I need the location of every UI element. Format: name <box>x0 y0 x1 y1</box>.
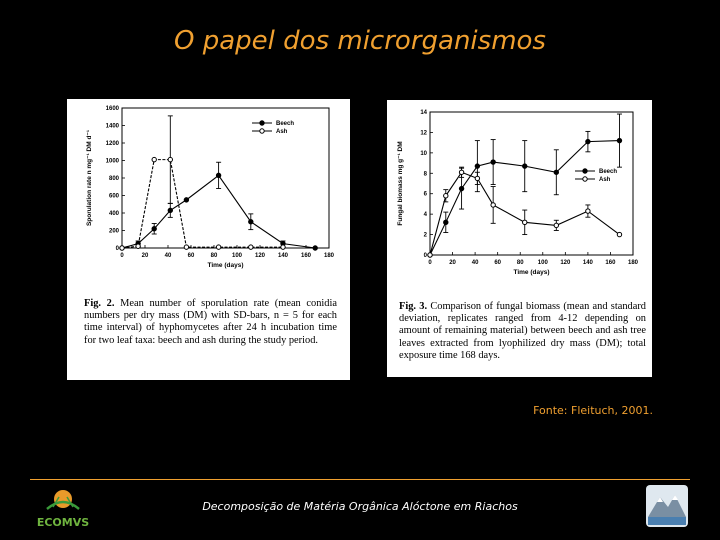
x-tick-label: 180 <box>323 253 335 259</box>
x-tick-label: 80 <box>516 260 524 266</box>
data-point-beech <box>444 220 448 224</box>
footer-text: Decomposição de Matéria Orgânica Alóctone em Riachos <box>202 500 518 513</box>
y-tick-label: 1400 <box>105 123 119 130</box>
y-axis-title: Sporulation rate n mg⁻¹ DM d⁻¹ <box>86 129 93 227</box>
y-tick-label: 200 <box>108 228 119 235</box>
data-point-ash <box>428 253 432 257</box>
x-tick-label: 120 <box>560 260 571 266</box>
x-tick-label: 80 <box>210 253 218 259</box>
data-point-ash <box>184 245 188 249</box>
x-tick-label: 160 <box>605 260 616 266</box>
data-point-beech <box>523 164 527 168</box>
y-tick-label: 12 <box>420 130 427 137</box>
y-tick-label: 4 <box>423 212 427 219</box>
ecomvs-logo-text: ECOMVS <box>36 516 90 529</box>
slide-title: O papel dos microrganismos <box>174 26 546 56</box>
y-tick-label: 2 <box>423 232 427 239</box>
figure-2-panel <box>67 99 350 380</box>
y-tick-label: 800 <box>108 176 119 182</box>
data-point-beech <box>475 164 479 168</box>
y-tick-label: 8 <box>423 171 427 178</box>
figure-3-caption-text: Comparison of fungal biomass (mean and standard deviation, replicates ranged from 4-12 depending on amount of remaining material) between beech and ash tree leaves extracted from lyophilized dry mass (DM); total exposure time 168 days. <box>399 301 646 361</box>
data-point-ash <box>216 245 220 249</box>
data-point-beech <box>313 246 317 250</box>
legend-label-beech: Beech <box>599 169 618 175</box>
y-tick-label: 1600 <box>105 106 119 112</box>
data-point-beech <box>152 227 156 231</box>
data-point-beech <box>617 138 621 142</box>
data-point-ash <box>554 223 558 227</box>
legend-marker-ash <box>260 129 264 133</box>
data-point-ash <box>475 176 479 180</box>
x-tick-label: 60 <box>187 253 195 259</box>
y-tick-label: 0 <box>115 246 119 252</box>
legend-marker-ash <box>583 177 587 181</box>
figure-2-caption <box>84 298 337 347</box>
legend-marker-beech <box>260 121 264 125</box>
x-axis-title: Time (days) <box>207 262 244 269</box>
data-point-beech <box>459 186 463 190</box>
data-point-ash <box>249 245 253 249</box>
data-point-ash <box>617 232 621 236</box>
data-point-ash <box>586 209 590 213</box>
x-tick-label: 20 <box>449 260 456 266</box>
legend-label-ash: Ash <box>599 177 611 183</box>
figure-2-caption-text: Mean number of sporulation rate (mean conidia numbers per dry mass (DM) with SD-bars, n = 5 for each time interval) of hyphomycetes after 24 h incubation time for two leaf taxa: beech and ash during the study period. <box>84 298 337 346</box>
x-tick-label: 160 <box>300 253 312 259</box>
data-point-beech <box>216 173 220 177</box>
x-tick-label: 120 <box>254 253 266 259</box>
x-tick-label: 100 <box>231 253 243 259</box>
x-tick-label: 100 <box>537 260 548 266</box>
data-point-ash <box>152 157 156 161</box>
data-point-beech <box>249 220 253 224</box>
plot-frame <box>430 112 633 255</box>
x-tick-label: 60 <box>494 260 502 266</box>
footer-divider <box>30 479 690 480</box>
data-point-ash <box>136 244 140 248</box>
y-tick-label: 10 <box>420 150 427 157</box>
data-point-ash <box>444 194 448 198</box>
data-point-ash <box>523 220 527 224</box>
x-tick-label: 0 <box>428 260 432 266</box>
y-tick-label: 1200 <box>105 141 119 147</box>
series-line-ash <box>122 160 283 248</box>
x-tick-label: 140 <box>582 260 593 266</box>
x-tick-label: 40 <box>164 253 172 259</box>
sporulation-chart <box>67 99 350 299</box>
data-point-ash <box>168 157 172 161</box>
figure-2-caption-label: Fig. 2. <box>84 298 115 309</box>
y-tick-label: 400 <box>108 211 119 217</box>
y-tick-label: 6 <box>423 191 427 198</box>
data-point-beech <box>586 139 590 143</box>
legend-marker-beech <box>583 169 587 173</box>
mountain-logo <box>644 483 690 529</box>
legend-label-beech: Beech <box>276 121 295 127</box>
y-tick-label: 1000 <box>105 158 119 165</box>
x-axis-title: Time (days) <box>513 269 550 276</box>
y-tick-label: 14 <box>420 110 427 116</box>
fungal-biomass-chart <box>387 100 652 300</box>
x-tick-label: 140 <box>277 253 289 259</box>
y-tick-label: 0 <box>423 253 427 259</box>
y-tick-label: 600 <box>108 193 119 200</box>
x-tick-label: 0 <box>120 253 124 259</box>
data-point-ash <box>281 245 285 249</box>
data-point-ash <box>459 170 463 174</box>
data-point-beech <box>184 198 188 202</box>
data-point-ash <box>491 203 495 207</box>
figure-3-caption <box>399 301 646 362</box>
data-point-beech <box>168 208 172 212</box>
x-tick-label: 180 <box>627 260 639 266</box>
figure-3-caption-label: Fig. 3. <box>399 301 428 312</box>
data-point-ash <box>120 246 124 250</box>
source-citation: Fonte: Fleituch, 2001. <box>533 404 653 417</box>
data-point-beech <box>491 160 495 164</box>
x-tick-label: 40 <box>471 260 479 266</box>
y-axis-title: Fungal biomass mg g⁻¹ DM <box>397 141 404 226</box>
legend-label-ash: Ash <box>276 129 288 135</box>
figure-3-panel <box>387 100 652 377</box>
data-point-beech <box>554 170 558 174</box>
x-tick-label: 20 <box>141 253 149 259</box>
